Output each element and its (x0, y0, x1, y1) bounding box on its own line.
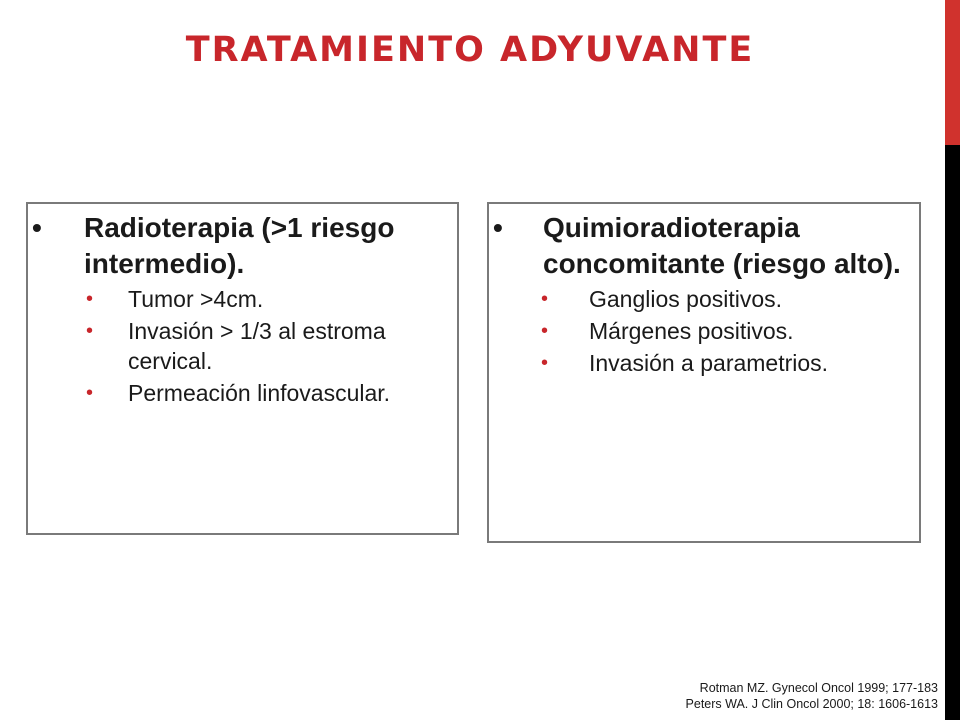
red-bullet-icon: • (86, 288, 94, 310)
list-item (28, 316, 457, 376)
list-item (489, 316, 919, 346)
slide-title: TRATAMIENTO ADYUVANTE (185, 30, 755, 70)
red-bullet-icon: • (86, 382, 94, 404)
red-bullet-icon: • (541, 320, 549, 342)
list-item-text: Márgenes positivos. (589, 318, 794, 344)
red-bullet-icon: • (541, 352, 549, 374)
chemoradiotherapy-heading-text: Quimioradioterapia concomitante (riesgo alto). (543, 212, 901, 279)
list-item-text: Ganglios positivos. (589, 286, 783, 312)
list-item-text: Invasión > 1/3 al estroma cervical. (128, 318, 386, 374)
red-bullet-icon: • (541, 288, 549, 310)
chemoradiotherapy-heading (493, 210, 919, 282)
list-item (28, 284, 457, 314)
radiotherapy-criteria-list (28, 284, 457, 408)
list-item-text: Invasión a parametrios. (589, 350, 829, 376)
list-item (489, 284, 919, 314)
accent-bar (945, 0, 960, 720)
citation-line: Rotman MZ. Gynecol Oncol 1999; 177-183 (699, 681, 938, 695)
list-item (28, 378, 457, 408)
radiotherapy-heading (32, 210, 457, 282)
radiotherapy-heading-text: Radioterapia (>1 riesgo intermedio). (84, 212, 395, 279)
accent-bar-red-segment (945, 0, 960, 145)
radiotherapy-box (26, 202, 459, 535)
list-item-text: Permeación linfovascular. (128, 380, 391, 406)
chemoradiotherapy-box (487, 202, 921, 543)
chemoradiotherapy-criteria-list (489, 284, 919, 378)
bullet-icon: • (32, 212, 42, 243)
citation-line: Peters WA. J Clin Oncol 2000; 18: 1606-1613 (685, 697, 938, 711)
bullet-icon: • (493, 212, 503, 243)
citations (686, 680, 938, 712)
red-bullet-icon: • (86, 320, 94, 342)
list-item-text: Tumor >4cm. (128, 286, 264, 312)
list-item (489, 348, 919, 378)
